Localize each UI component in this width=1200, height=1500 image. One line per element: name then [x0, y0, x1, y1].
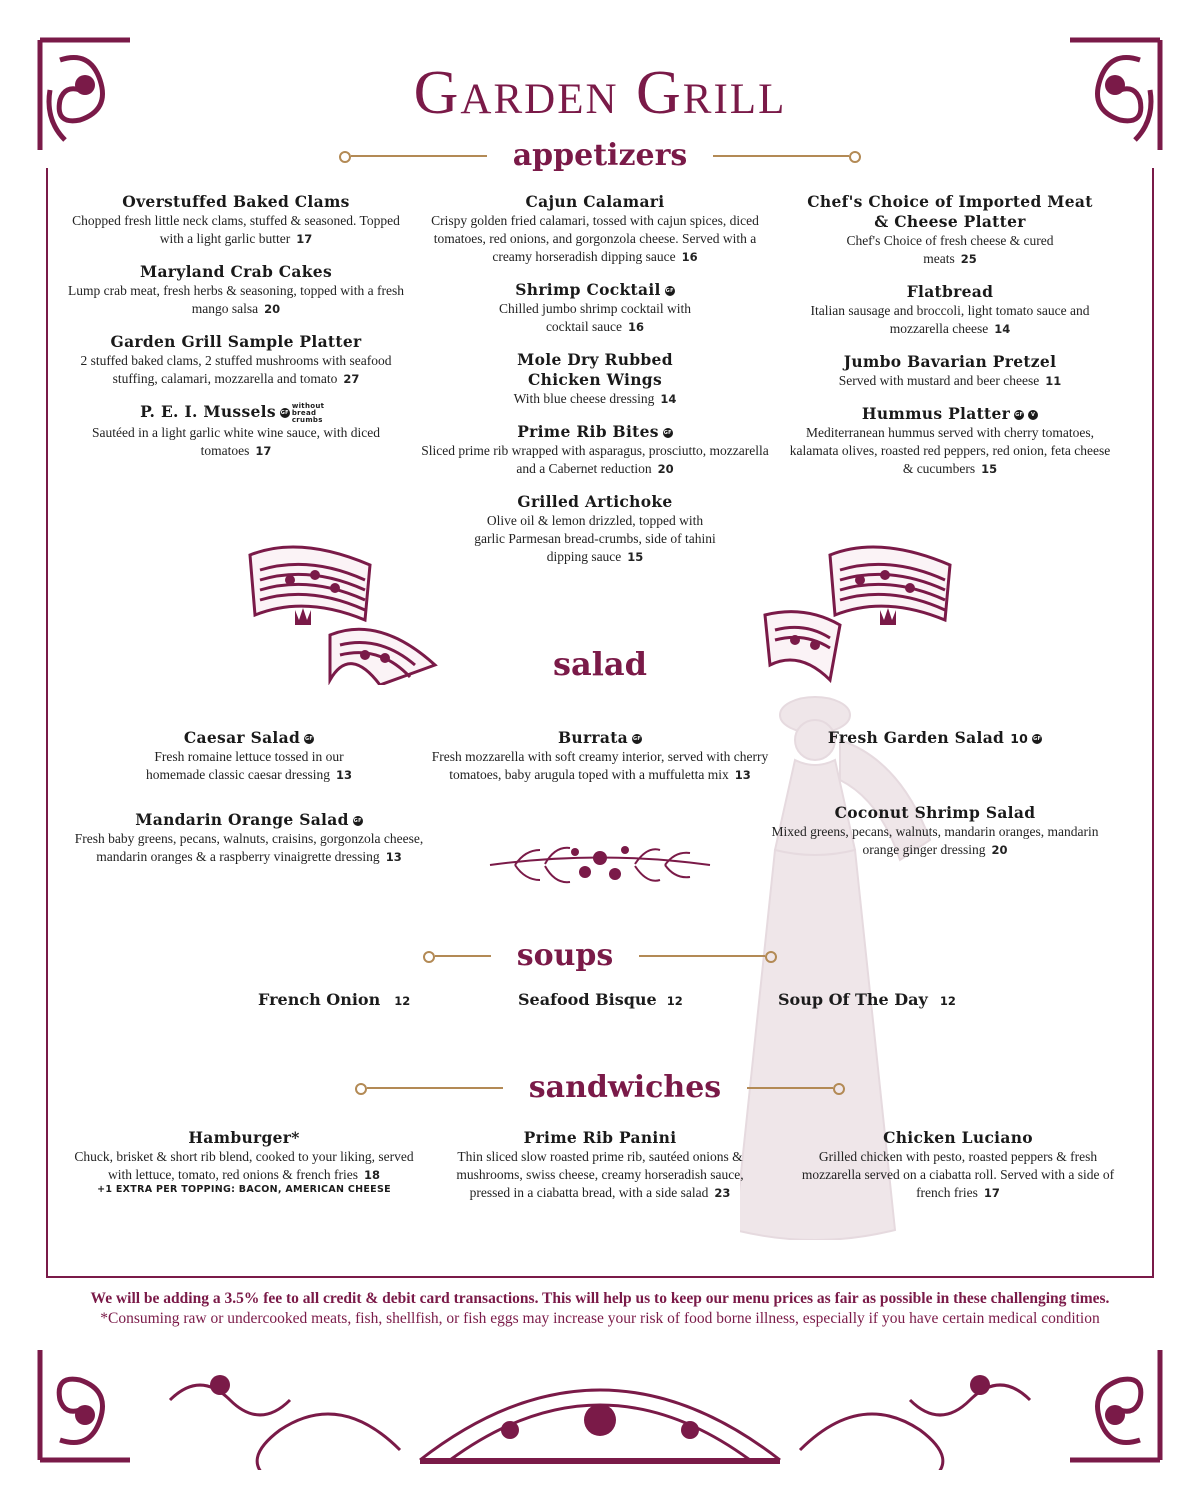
item-description: Mixed greens, pecans, walnuts, mandarin oranges, mandarin orange ginger dressing [771, 824, 1099, 857]
item-description: Thin sliced slow roasted prime rib, sautéed onions & mushrooms, swiss cheese, creamy horseradish sauce, pressed in a ciabatta bread, with a side salad [456, 1149, 744, 1200]
item-name: Hamburger* [188, 1128, 300, 1147]
menu-item [785, 352, 1115, 390]
corner-ornament-bottom-left [30, 1340, 140, 1470]
gluten-free-badge-icon: GF [663, 430, 672, 436]
menu-item [420, 492, 770, 566]
item-description: Mediterranean hummus served with cherry tomatoes, kalamata olives, roasted red peppers, red onion, feta cheese & cucumbers [789, 425, 1111, 476]
restaurant-title: Garden Grill [413, 59, 787, 127]
menu-item [420, 192, 770, 266]
item-description: Served with mustard and beer cheese [838, 373, 1040, 388]
item-price: 17 [255, 443, 272, 458]
item-price: 15 [981, 462, 998, 476]
sandwiches-heading: sandwiches [528, 1070, 722, 1105]
item-name: Overstuffed Baked Clams [122, 192, 350, 211]
topping-note: +1 EXTRA PER TOPPING: BACON, AMERICAN CHEESE [97, 1184, 391, 1195]
heading-rule-left [423, 949, 503, 963]
salad-heading-row [0, 645, 1200, 683]
item-description: Fresh mozzarella with soft creamy interior, served with cherry tomatoes, baby arugula toped with a muffuletta mix [431, 749, 769, 782]
appetizers-column-right [785, 192, 1115, 492]
gluten-free-badge-icon: GF [665, 288, 674, 294]
item-description: Crispy golden fried calamari, tossed with cajun spices, diced tomatoes, red onions, and gorgonzola cheese. Served with a creamy horseradish dipping sauce [431, 213, 759, 264]
item-description: Chilled jumbo shrimp cocktail with cocktail sauce [499, 301, 691, 334]
menu-item [785, 192, 1115, 268]
appetizers-heading-row [0, 138, 1200, 173]
gluten-free-badge-icon: GF [280, 410, 289, 416]
soup-item [778, 990, 956, 1009]
soup-item [518, 990, 683, 1009]
item-price: 12 [939, 994, 956, 1008]
menu-item [66, 192, 406, 248]
menu-item [420, 350, 770, 408]
item-price: 12 [666, 994, 683, 1008]
heading-rule-right [701, 149, 861, 163]
item-name: Cajun Calamari [525, 192, 665, 211]
soup-item [258, 990, 410, 1009]
item-price: 13 [336, 768, 353, 782]
sandwich-item-center [438, 1128, 762, 1202]
item-name: Burrata [557, 728, 629, 747]
item-price: 10 [1010, 731, 1029, 746]
gluten-free-badge-icon: GF [1015, 412, 1024, 418]
item-description: Grilled chicken with pesto, roasted peppers & fresh mozzarella served on a ciabatta roll. Served with a side of french fries [801, 1149, 1115, 1200]
item-description: Fresh romaine lettuce tossed in our homemade classic caesar dressing [145, 749, 344, 782]
item-name: Caesar Salad [183, 728, 301, 747]
item-price: 16 [681, 250, 698, 264]
footer-filigree-ornament [160, 1340, 1040, 1470]
item-name: Garden Grill Sample Platter [110, 332, 362, 351]
item-name: Maryland Crab Cakes [140, 262, 332, 281]
item-name: Mandarin Orange Salad [135, 810, 349, 829]
item-price: 13 [385, 850, 402, 864]
corner-ornament-bottom-right [1060, 1340, 1170, 1470]
appetizers-column-center [420, 192, 770, 580]
sandwiches-heading-row [0, 1070, 1200, 1105]
gluten-free-badge-icon: GF [353, 818, 362, 824]
item-description: Italian sausage and broccoli, light tomato sauce and mozzarella cheese [810, 303, 1090, 336]
soups-heading-row [0, 938, 1200, 973]
item-name: Prime Rib Panini [523, 1128, 677, 1147]
item-price: 27 [343, 372, 360, 386]
heading-rule-left [339, 149, 499, 163]
sandwich-item-left [66, 1128, 422, 1195]
item-description: Olive oil & lemon drizzled, topped with garlic Parmesan bread-crumbs, side of tahini dipping sauce [474, 513, 716, 564]
item-price: 20 [657, 462, 674, 476]
card-fee-notice: We will be adding a 3.5% fee to all credit & debit card transactions. This will help us to keep our menu prices as fair as possible in these challenging times. [90, 1290, 1110, 1307]
item-name: Shrimp Cocktail [515, 280, 661, 299]
item-price: 18 [364, 1168, 381, 1182]
item-name: Jumbo Bavarian Pretzel [843, 352, 1057, 371]
menu-item [66, 728, 432, 784]
appetizers-column-left [66, 192, 406, 474]
item-price: 14 [994, 322, 1011, 336]
item-name: Mole Dry Rubbed Chicken Wings [517, 350, 673, 389]
item-name: Chef's Choice of Imported Meat & Cheese Platter [807, 192, 1093, 231]
item-name: French Onion [258, 990, 381, 1009]
item-name: P. E. I. Mussels [140, 402, 276, 421]
item-name: Soup Of The Day [778, 990, 928, 1009]
gluten-free-badge-icon: GF [1033, 736, 1042, 742]
item-description: Sautéed in a light garlic white wine sauce, with diced tomatoes [92, 424, 380, 458]
item-description: Fresh baby greens, pecans, walnuts, craisins, gorgonzola cheese, mandarin oranges & a raspberry vinaigrette dressing [74, 831, 424, 864]
item-name: Hummus Platter [861, 404, 1011, 423]
item-name: Flatbread [906, 282, 994, 301]
item-price: 25 [960, 252, 977, 266]
vegetarian-badge-icon: V [1028, 410, 1038, 420]
soups-heading: soups [516, 938, 614, 973]
appetizers-heading: appetizers [512, 138, 688, 173]
heading-rule-right [627, 949, 777, 963]
menu-item [785, 282, 1115, 338]
gluten-free-badge-icon: GF [632, 736, 642, 742]
item-description: Chef's Choice of fresh cheese & cured meats [846, 233, 1054, 266]
salads-column-right [760, 728, 1110, 873]
item-price: 13 [734, 768, 751, 782]
floral-sprig-ornament [485, 830, 715, 900]
menu-item [420, 280, 770, 336]
salads-column-center [430, 728, 770, 798]
menu-item [66, 402, 406, 460]
item-description: Chopped fresh little neck clams, stuffed & seasoned. Topped with a light garlic butter [72, 213, 400, 246]
menu-item [430, 728, 770, 784]
menu-item [760, 728, 1110, 749]
heading-rule-right [735, 1081, 845, 1095]
item-description: Lump crab meat, fresh herbs & seasoning, topped with a fresh mango salsa [68, 283, 404, 316]
item-price: 20 [264, 302, 281, 316]
item-name: Prime Rib Bites [517, 422, 659, 441]
menu-item [760, 803, 1110, 859]
item-name: Chicken Luciano [883, 1128, 1033, 1147]
item-description: Sliced prime rib wrapped with asparagus, prosciutto, mozzarella and a Cabernet reduction [421, 443, 769, 476]
item-name: Fresh Garden Salad [827, 728, 1005, 747]
item-price: 14 [660, 392, 677, 406]
menu-item [66, 332, 406, 388]
item-price: 15 [627, 550, 644, 564]
menu-item [66, 810, 432, 866]
menu-item [420, 422, 770, 478]
item-name: Grilled Artichoke [517, 492, 673, 511]
item-tag: without bread crumbs [291, 401, 325, 424]
item-name: Seafood Bisque [518, 990, 657, 1009]
item-price: 16 [628, 320, 645, 334]
item-description: Chuck, brisket & short rib blend, cooked to your liking, served with lettuce, tomato, red onions & french fries [74, 1149, 414, 1182]
heading-rule-left [355, 1081, 515, 1095]
salad-heading: salad [552, 645, 647, 683]
gluten-free-badge-icon: GF [305, 736, 314, 742]
item-name: Coconut Shrimp Salad [834, 803, 1036, 822]
menu-item [785, 404, 1115, 478]
item-description: 2 stuffed baked clams, 2 stuffed mushrooms with seafood stuffing, calamari, mozzarella and tomato [80, 353, 392, 386]
item-price: 23 [714, 1186, 731, 1200]
item-price: 12 [394, 994, 411, 1008]
item-price: 20 [991, 843, 1008, 857]
sandwich-item-right [790, 1128, 1126, 1202]
salads-column-left [66, 728, 432, 880]
item-price: 11 [1045, 374, 1062, 388]
consumer-advisory: *Consuming raw or undercooked meats, fish, shellfish, or fish eggs may increase your risk of food borne illness, especially if you have certain medical condition [100, 1310, 1100, 1327]
item-description: With blue cheese dressing [513, 391, 655, 406]
item-price: 17 [296, 232, 313, 246]
menu-item [66, 262, 406, 318]
item-price: 17 [983, 1186, 1000, 1200]
